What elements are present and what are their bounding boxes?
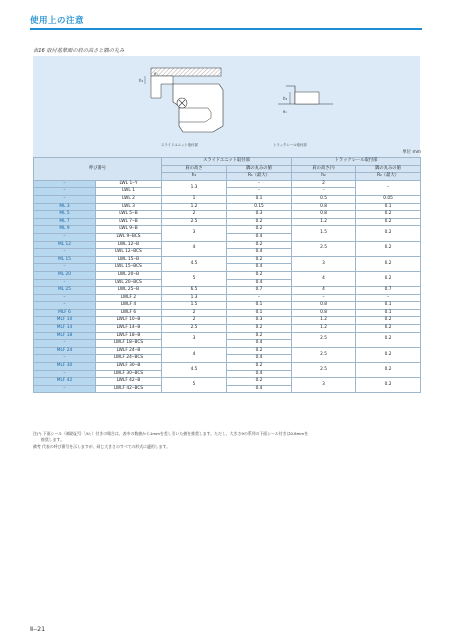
- cell-r1: 0.2: [227, 271, 292, 279]
- cell-h2: 3: [292, 378, 356, 393]
- cell-model: LWL 15‒BCS: [96, 264, 162, 272]
- header-sym-h1: h₁: [162, 173, 227, 181]
- cell-h2: 1.2: [292, 317, 356, 325]
- header-sym-r1: R₁（最大）: [227, 173, 292, 181]
- cell-manufacturer-model: ML 25: [34, 287, 96, 295]
- cell-r1: 0.2: [227, 332, 292, 340]
- cell-r1: 0.4: [227, 279, 292, 287]
- header-slide-group: スライドユニット取付部: [162, 158, 292, 166]
- cell-h1: 1.3: [162, 180, 227, 195]
- cell-h2: 1.2: [292, 218, 356, 226]
- cell-h1: 2.5: [162, 325, 227, 333]
- cell-h1: 2: [162, 317, 227, 325]
- cell-r2: 0.2: [356, 271, 421, 286]
- table-row: [34, 378, 421, 386]
- cell-manufacturer-model: –: [34, 188, 96, 196]
- cell-r1: 0.2: [227, 218, 292, 226]
- cell-r1: 0.7: [227, 287, 292, 295]
- cell-model: LWL 1: [96, 188, 162, 196]
- cell-model: LWLF 42‒B: [96, 378, 162, 386]
- table-caption: 表16 取付基準面の肩の高さと隅の丸み: [33, 48, 125, 54]
- cell-r1: 0.4: [227, 249, 292, 257]
- cell-r2: 0.2: [356, 347, 421, 362]
- page-header: [30, 14, 422, 26]
- table-row: [34, 218, 421, 226]
- header-title: 使用上の注意: [30, 16, 85, 26]
- cell-r1: 0.2: [227, 241, 292, 249]
- header-slide-height: 肩の高さ: [162, 165, 227, 173]
- header-rule: [30, 28, 422, 30]
- cell-manufacturer-model: ML 3: [34, 203, 96, 211]
- cell-r1: 0.2: [227, 325, 292, 333]
- table-row: [34, 325, 421, 333]
- cell-model: LWLF 18‒B: [96, 332, 162, 340]
- cell-r1: 0.3: [227, 211, 292, 219]
- cell-manufacturer-model: ML 15: [34, 256, 96, 264]
- cell-r1: 0.1: [227, 195, 292, 203]
- cell-model: LWLF 6: [96, 309, 162, 317]
- cell-model: LWL 7‒B: [96, 218, 162, 226]
- r2-symbol: R₂: [283, 110, 287, 114]
- cell-h1: 4: [162, 347, 227, 362]
- table-body: [34, 180, 421, 393]
- cell-h2: 2.5: [292, 363, 356, 378]
- cell-manufacturer-model: MLF 18: [34, 332, 96, 340]
- cell-model: LWL 9‒B: [96, 226, 162, 234]
- header-rail-group: トラックレール取付部: [292, 158, 421, 166]
- figure-label-rail: トラックレール取付部: [273, 143, 307, 147]
- cell-manufacturer-model: ML 12: [34, 241, 96, 249]
- cell-h2: 4: [292, 287, 356, 295]
- cell-manufacturer-model: –: [34, 294, 96, 302]
- cell-h2: 3: [292, 256, 356, 271]
- cell-manufacturer-model: ML 20: [34, 271, 96, 279]
- cell-model: LWLF 30‒B: [96, 363, 162, 371]
- cell-model: LWL 2: [96, 195, 162, 203]
- cell-r2: 0.1: [356, 309, 421, 317]
- cell-model: LWLF 30‒BCS: [96, 370, 162, 378]
- cell-model: LWLF 24‒B: [96, 347, 162, 355]
- cell-manufacturer-model: –: [34, 340, 96, 348]
- cell-r1: 0.4: [227, 370, 292, 378]
- cell-h1: 3: [162, 332, 227, 347]
- h1-symbol: h₁: [139, 78, 144, 83]
- table-row: [34, 241, 421, 249]
- table-row: [34, 287, 421, 295]
- cell-r2: –: [356, 180, 421, 195]
- table-row: [34, 211, 421, 219]
- cell-r2: 0.2: [356, 241, 421, 256]
- cell-r2: 0.2: [356, 226, 421, 241]
- cell-h1: 3: [162, 226, 227, 241]
- table-row: [34, 271, 421, 279]
- cell-r1: 0.1: [227, 302, 292, 310]
- cell-manufacturer-model: –: [34, 385, 96, 393]
- cell-h2: 0.8: [292, 309, 356, 317]
- cell-r2: –: [356, 294, 421, 302]
- cell-model: LWLF 24‒BCS: [96, 355, 162, 363]
- table-row: [34, 347, 421, 355]
- cell-manufacturer-model: MLF 14: [34, 325, 96, 333]
- h2-symbol: h₂: [283, 96, 288, 101]
- cell-model: LWL 9‒BCS: [96, 233, 162, 241]
- cell-r1: 0.2: [227, 226, 292, 234]
- header-slide-radius: 隅の丸みの値: [227, 165, 292, 173]
- cell-h1: 2: [162, 309, 227, 317]
- cell-manufacturer-model: ML 5: [34, 211, 96, 219]
- cell-model: LWL 12‒B: [96, 241, 162, 249]
- cell-manufacturer-model: –: [34, 302, 96, 310]
- cell-model: LWLF 2: [96, 294, 162, 302]
- table-row: [34, 180, 421, 188]
- cell-h2: –: [292, 294, 356, 302]
- unit-label: 単位 mm: [402, 150, 421, 155]
- shoulder-shape: [151, 76, 173, 98]
- cell-r2: 0.2: [356, 378, 421, 393]
- cell-model: LWLF 4: [96, 302, 162, 310]
- cell-h1: 4: [162, 241, 227, 256]
- cell-manufacturer-model: ML 7: [34, 218, 96, 226]
- cell-manufacturer-model: ML 9: [34, 226, 96, 234]
- table-row: [34, 317, 421, 325]
- mounting-figure: [33, 56, 420, 157]
- cell-h2: 1.2: [292, 325, 356, 333]
- footnote-1-line-b: 推奨します。: [41, 437, 65, 442]
- mounting-diagram: [33, 56, 420, 157]
- table-row: [34, 203, 421, 211]
- header-call-number: 呼び番号: [34, 158, 162, 181]
- cell-model: LWL 15‒B: [96, 256, 162, 264]
- cell-r2: 0.05: [356, 195, 421, 203]
- table-row: [34, 302, 421, 310]
- cell-h1: 1.3: [162, 294, 227, 302]
- cell-r2: 0.2: [356, 317, 421, 325]
- cell-r2: 0.2: [356, 218, 421, 226]
- shoulder-height-table: [33, 157, 421, 393]
- table-row: [34, 309, 421, 317]
- header-sym-r2: R₂（最大）: [356, 173, 421, 181]
- cell-manufacturer-model: MLF 30: [34, 363, 96, 371]
- cell-r1: 0.4: [227, 264, 292, 272]
- remarks-note: 備考 代表の呼び番号を示しますが、同じ大きさのすべての形式に適用します。: [33, 444, 171, 449]
- cell-r1: 0.4: [227, 340, 292, 348]
- cell-r1: 0.15: [227, 203, 292, 211]
- cell-model: LWL 3: [96, 203, 162, 211]
- cell-h1: 2: [162, 211, 227, 219]
- cell-r1: 0.4: [227, 233, 292, 241]
- cell-h1: 2.5: [162, 218, 227, 226]
- cell-r1: –: [227, 188, 292, 196]
- cell-h2: 2.5: [292, 332, 356, 347]
- page-number: Ⅱ‒21: [30, 626, 46, 633]
- header-rail-radius: 隅の丸みの値: [356, 165, 421, 173]
- cell-h1: 1: [162, 195, 227, 203]
- cell-r1: –: [227, 294, 292, 302]
- cell-manufacturer-model: –: [34, 279, 96, 287]
- table-row: [34, 256, 421, 264]
- r1-symbol: R₁: [154, 72, 158, 76]
- table-row: [34, 226, 421, 234]
- cell-r1: –: [227, 180, 292, 188]
- footnote-1-line-a: 注(¹) 下面シール（補助記号「/U」）付きの場合は、表中の数値から1mmを差し引いた値を推奨します。ただし、大きさ9の系列の下面シール付きは0.8mmを: [33, 431, 309, 436]
- cell-manufacturer-model: –: [34, 233, 96, 241]
- cell-h1: 5: [162, 378, 227, 393]
- rail-shoulder-shape: [286, 86, 295, 104]
- header-sym-h2: h₂: [292, 173, 356, 181]
- cell-h2: 0.5: [292, 195, 356, 203]
- cell-manufacturer-model: MLF 10: [34, 317, 96, 325]
- cell-h1: 1.2: [162, 203, 227, 211]
- cell-manufacturer-model: MLF 24: [34, 347, 96, 355]
- cell-h2: 1.5: [292, 226, 356, 241]
- cell-r2: 0.7: [356, 287, 421, 295]
- table-row: [34, 332, 421, 340]
- cell-h2: 0.8: [292, 211, 356, 219]
- cell-r1: 0.2: [227, 378, 292, 386]
- cell-model: LWL 25‒B: [96, 287, 162, 295]
- cell-h1: 1.5: [162, 302, 227, 310]
- cell-h1: 5: [162, 271, 227, 286]
- cell-r2: 0.1: [356, 302, 421, 310]
- cell-manufacturer-model: –: [34, 355, 96, 363]
- cell-r1: 0.4: [227, 385, 292, 393]
- cell-h2: 0.8: [292, 302, 356, 310]
- cell-r1: 0.3: [227, 317, 292, 325]
- cell-manufacturer-model: MLF 42: [34, 378, 96, 386]
- cell-manufacturer-model: MLF 6: [34, 309, 96, 317]
- figure-label-slide: スライドユニット取付部: [161, 143, 198, 147]
- cell-h2: 2: [292, 180, 356, 188]
- cell-r2: 0.2: [356, 332, 421, 347]
- footnote-1: [33, 431, 421, 443]
- cell-model: LWL 20‒B: [96, 271, 162, 279]
- cell-r2: 0.2: [356, 363, 421, 378]
- cell-model: LWLF 14‒B: [96, 325, 162, 333]
- cell-h1: 4.5: [162, 363, 227, 378]
- cell-r2: 0.2: [356, 325, 421, 333]
- cell-model: LWL 12‒BCS: [96, 249, 162, 257]
- cell-r1: 0.4: [227, 355, 292, 363]
- cell-h2: 2.5: [292, 347, 356, 362]
- cell-r2: 0.1: [356, 203, 421, 211]
- cell-r1: 0.1: [227, 309, 292, 317]
- cell-r1: 0.2: [227, 256, 292, 264]
- cell-manufacturer-model: –: [34, 264, 96, 272]
- cell-model: LWL 5‒B: [96, 211, 162, 219]
- table-row: [34, 363, 421, 371]
- cell-model: LWL 1‒Y: [96, 180, 162, 188]
- cell-model: LWLF 18‒BCS: [96, 340, 162, 348]
- cell-model: LWLF 42‒BCS: [96, 385, 162, 393]
- cell-r2: 0.2: [356, 211, 421, 219]
- cell-r1: 0.2: [227, 347, 292, 355]
- cell-h2: 2.5: [292, 241, 356, 256]
- cell-model: LWLF 10‒B: [96, 317, 162, 325]
- track-rail-shape: [295, 92, 319, 104]
- cell-manufacturer-model: –: [34, 195, 96, 203]
- table-row: [34, 294, 421, 302]
- table-row: [34, 195, 421, 203]
- header-rail-height: 肩の高さ(¹): [292, 165, 356, 173]
- cell-r2: 0.2: [356, 256, 421, 271]
- cell-h2: 4: [292, 271, 356, 286]
- cell-r1: 0.2: [227, 363, 292, 371]
- cell-manufacturer-model: –: [34, 249, 96, 257]
- cell-manufacturer-model: –: [34, 370, 96, 378]
- cell-h2: –: [292, 188, 356, 196]
- cell-h1: 6.5: [162, 287, 227, 295]
- cell-h2: 0.8: [292, 203, 356, 211]
- cell-model: LWL 20‒BCS: [96, 279, 162, 287]
- cell-h1: 4.5: [162, 256, 227, 271]
- cell-manufacturer-model: –: [34, 180, 96, 188]
